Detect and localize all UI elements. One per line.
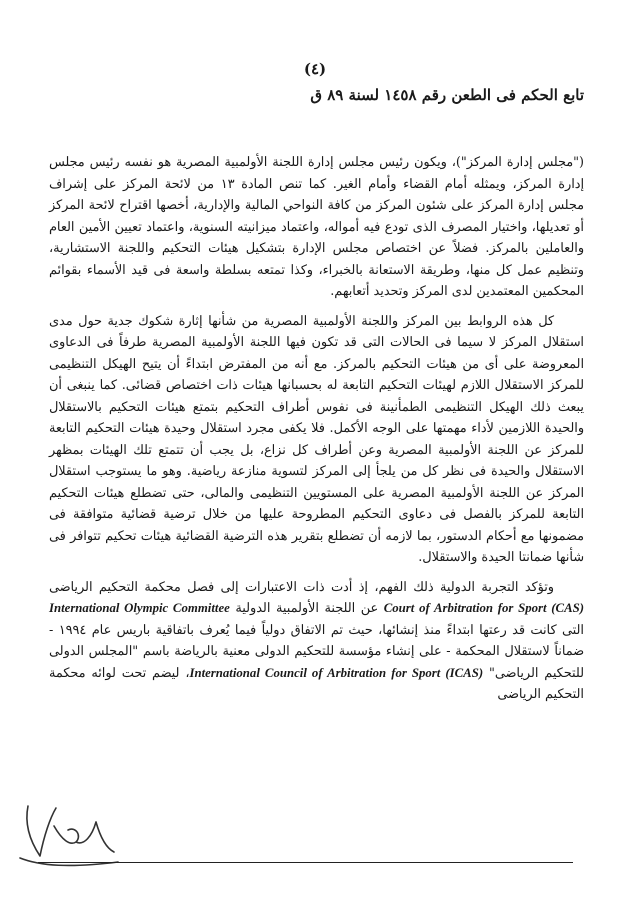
paragraph <box>49 152 584 303</box>
paragraph-text: وتؤكد التجربة الدولية ذلك الفهم، إذ أدت ذات الاعتبارات إلى فصل محكمة التحكيم الرياضى <box>49 579 554 595</box>
paragraph-text: ، ليضم تحت لوائه محكمة التحكيم الرياضى <box>49 665 584 702</box>
paragraph-text: التى كانت قد رعتها ابتداءً منذ إنشائها، حيث تم الاتفاق دولياً فيما يُعرف باتفاقية باريس عام ١٩٩٤ - ضماناً لاستقلال المحكمة - على إنشاء مؤسسة للتحكيم الدولى معنية بالرياضة باسم "المجلس الدولى للتحكيم الرياضى" <box>49 622 585 681</box>
paragraph-text: عن اللجنة الأولمبية الدولية <box>229 601 384 616</box>
latin-term: International Council of Arbitration for Sport (ICAS) <box>189 665 484 680</box>
latin-term: International Olympic Committee <box>49 601 230 615</box>
paragraph-text: كل هذه الروابط بين المركز واللجنة الأولمبية المصرية من شأنها إثارة شكوك جدية حول مدى استقلال المركز لا سيما فى الحالات التى قد تكون فيها اللجنة الأولمبية المصرية طرفاً فى الدعاوى المعروضة على أى من هيئات التحكيم بالمركز. مع أنه من المفترض ابتداءً أن يتيح الهيكل التنظيمى للمركز الاستقلال اللازم لهيئات التحكيم التابعة له بحسبانها هيئات ذات اختصاص قضائى. كما ينبغى أن يبعث ذلك الهيكل التنظيمى الطمأنينة فى نفوس أطراف التحكيم بتمتع هيئات التحكيم بالاستقلال والحيدة اللازمين لأداء مهمتها على الوجه الأكمل. فلا يكفى مجرد استقلال وحيدة هيئات التحكيم التابعة للمركز عن اللجنة الأولمبية المصرية وعن أطراف كل نزاع، بل يجب أن تتمتع تلك الهيئات بمظهر الاستقلال والحيدة فى نظر كل من يلجأ إلى المركز لتسوية منازعة رياضية. وهو ما يستوجب استقلال المركز عن اللجنة الأولمبية المصرية على المستويين التنظيمى والمالى، حتى تضطلع هيئات التحكيم التابعة للمركز بالفصل فى دعاوى التحكيم المطروحة عليها من خلال ترضية قضائية متوافقة فى مضمونها مع أحكام الدستور، بما لازمه أن تضطلع بتقرير هذه الترضية القضائية هيئات تحكيم تتوافر فى شأنها ضمانتا الحيدة والاستقلال. <box>49 313 584 565</box>
paragraph <box>49 577 584 706</box>
page-number: (٤) <box>303 60 327 78</box>
latin-term: Court of Arbitration for Sport (CAS) <box>383 601 584 615</box>
paragraph <box>49 311 584 569</box>
header-title: تابع الحكم فى الطعن رقم ١٤٥٨ لسنة ٨٩ ق <box>310 86 584 104</box>
body-text <box>49 152 584 714</box>
paragraph-text: ("مجلس إدارة المركز")، ويكون رئيس مجلس إدارة اللجنة الأولمبية المصرية هو نفسه رئيس مجلس إدارة المركز، ويمثله أمام القضاء وأمام الغير. كما تنص المادة ١٣ من لائحة المركز على إشراف مجلس إدارة المركز على شئون المركز من كافة النواحي المالية والإدارية، أخصها اقتراح لائحة المركز أو تعديلها، واختيار المصرف الذى تودع فيه أمواله، واعتماد ميزانيته السنوية، واعتماد تعيين الأمين العام والعاملين بالمركز. فضلاً عن اختصاص مجلس الإدارة بتشكيل هيئات التحكيم واللجنة الاستشارية، وتنظيم عمل كل منها، وطريقة الاستعانة بالخبراء، وكذا تمتعه بسلطة واسعة فى قيد الأسماء بقوائم المحكمين المعتمدين لدى المركز وتحديد أتعابهم. <box>49 155 584 299</box>
signature-line <box>38 862 573 863</box>
handwritten-signature <box>10 796 130 876</box>
